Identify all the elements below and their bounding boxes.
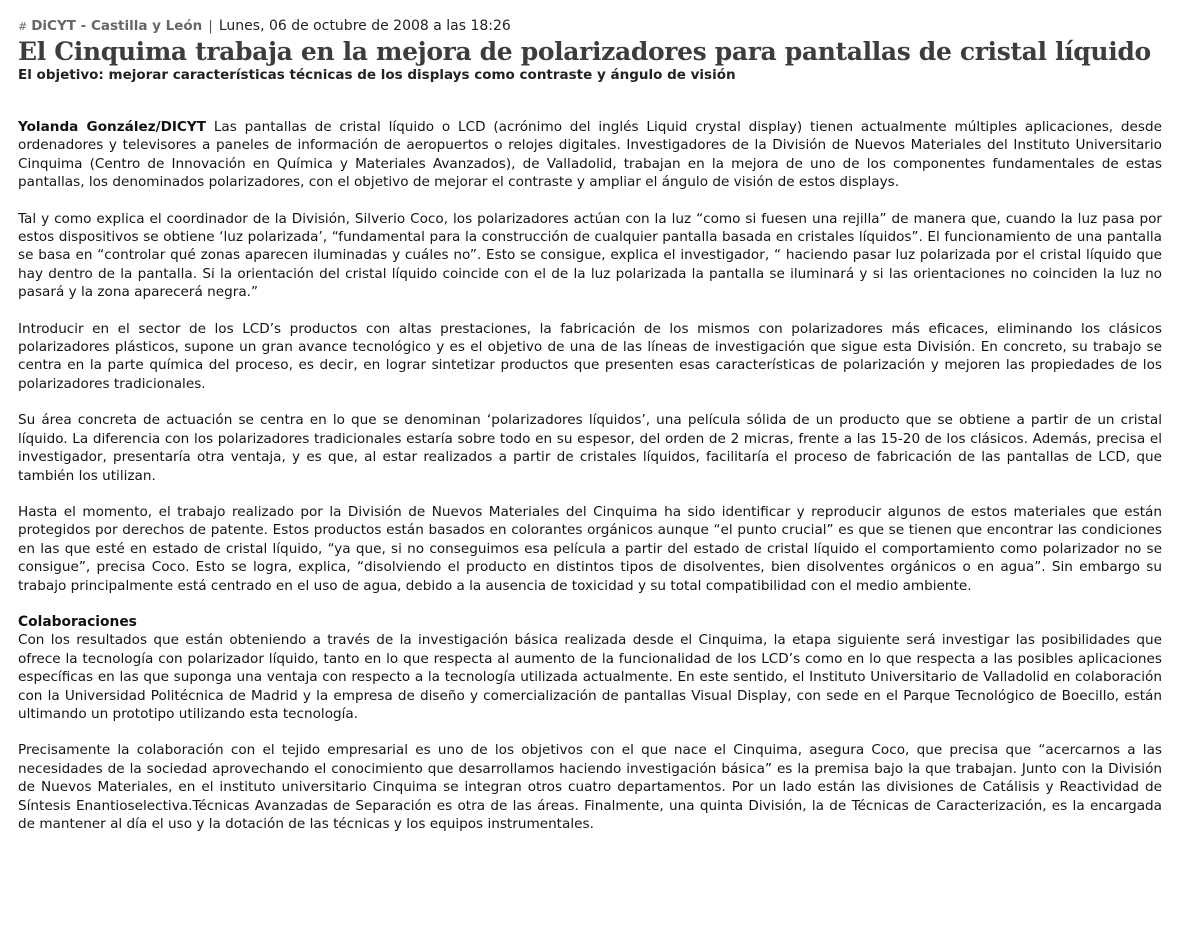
article-paragraph: Precisamente la colaboración con el tejido empresarial es uno de los objetivos con el que nace el Cinquima, asegura Coco, que precisa que “acercarnos a las necesidades de la sociedad aprovechando el conocimiento que desarrollamos haciendo investigación básica” es la premisa bajo la que trabajan. Junto con la División de Nuevos Materiales, en el instituto universitario Cinquima se integran otros cuatro departamentos. Por un lado están las divisiones de Catálisis y Reactividad de Síntesis Enantioselectiva.Técnicas Avanzadas de Separación es otra de las áreas. Finalmente, una quinta División, la de Técnicas de Caracterización, es la encargada de mantener al día el uso y la dotación de las técnicas y los equipos instrumentales. <box>18 742 1162 832</box>
article-meta <box>18 18 1162 35</box>
article-paragraph: Su área concreta de actuación se centra en lo que se denominan ‘polarizadores líquidos’, una película sólida de un producto que se obtiene a partir de un cristal líquido. La diferencia con los polarizadores tradicionales estaría sobre todo en su espesor, del orden de 2 micras, frente a las 15-20 de los clásicos. Además, precisa el investigador, presentaría otra ventaja, y es que, al estar realizados a partir de cristales líquidos, facilitaría el proceso de fabricación de las pantallas de LCD, que también los utilizan. <box>18 412 1162 484</box>
article-paragraph <box>18 118 1162 192</box>
news-source: DiCYT - Castilla y León <box>31 18 203 34</box>
article-paragraph: Con los resultados que están obteniendo a través de la investigación básica realizada desde el Cinquima, la etapa siguiente será investigar las posibilidades que ofrece la tecnología con polarizador líquido, tanto en lo que respecta al aumento de la funcionalidad de los LCD’s como en lo que respecta a las posibles aplicaciones específicas en las que suponga una ventaja con respecto a la tecnología utilizada actualmente. En este sentido, el Instituto Universitario de Valladolid en colaboración con la Universidad Politécnica de Madrid y la empresa de diseño y comercialización de pantallas Visual Display, con sede en el Parque Tecnológico de Boecillo, están ultimando un prototipo utilizando esta tecnología. <box>18 632 1162 722</box>
article-paragraph: Hasta el momento, el trabajo realizado por la División de Nuevos Materiales del Cinquima ha sido identificar y reproducir algunos de estos materiales que están protegidos por derechos de patente. Estos productos están basados en colorantes orgánicos aunque “el punto crucial” es que se tienen que encontrar las condiciones en las que esté en estado de cristal líquido, “ya que, si no conseguimos esa película a partir del estado de cristal líquido el comportamiento como polarizador no se consigue”, precisa Coco. Esto se logra, explica, “disolviendo el producto en distintos tipos de disolventes, bien disolventes orgánicos o en agua”. Sin embargo su trabajo principalmente está centrado en el uso de agua, debido a la ausencia de toxicidad y su total compatibilidad con el medio ambiente. <box>18 503 1162 594</box>
article-byline: Yolanda González/DICYT <box>18 119 207 135</box>
paragraph-text: Las pantallas de cristal líquido o LCD (acrónimo del inglés Liquid crystal display) tienen actualmente múltiples aplicaciones, desde ordenadores y televisores a paneles de información de aeropuertos o relojes digitales. Investigadores de la División de Nuevos Materiales del Instituto Universitario Cinquima (Centro de Innovación en Química y Materiales Avanzados), de Valladolid, trabajan en la mejora de uno de los componentes fundamentales de estas pantallas, los denominados polarizadores, con el objetivo de mejorar el contraste y ampliar el ángulo de visión de estos displays. <box>18 119 1162 191</box>
meta-separator: | <box>208 18 213 34</box>
collaborations-section <box>18 613 1162 833</box>
news-source-icon: # <box>18 20 28 33</box>
section-heading: Colaboraciones <box>18 613 137 630</box>
publication-date: Lunes, 06 de octubre de 2008 a las 18:26 <box>218 18 511 34</box>
article-title: El Cinquima trabaja en la mejora de polarizadores para pantallas de cristal líquido <box>18 37 1151 66</box>
article-body <box>18 118 1162 833</box>
article-paragraph: Introducir en el sector de los LCD’s productos con altas prestaciones, la fabricación de los mismos con polarizadores más eficaces, eliminando los clásicos polarizadores plásticos, supone un gran avance tecnológico y es el objetivo de una de las líneas de investigación que sigue esta División. En concreto, su trabajo se centra en la parte química del proceso, es decir, en lograr sintetizar productos que presenten esas características de polarización y mejoren las propiedades de los polarizadores tradicionales. <box>18 320 1162 392</box>
article-subtitle: El objetivo: mejorar características técnicas de los displays como contraste y ángulo de visión <box>18 67 736 83</box>
article-paragraph: Tal y como explica el coordinador de la División, Silverio Coco, los polarizadores actúan con la luz “como si fuesen una rejilla” de manera que, cuando la luz pasa por estos dispositivos se obtiene ‘luz polarizada’, “fundamental para la construcción de cualquier pantalla basada en cristales líquidos”. El funcionamiento de una pantalla se basa en “controlar qué zonas aparecen iluminadas y cuáles no”. Esto se consigue, explica el investigador, “ haciendo pasar luz polarizada por el cristal líquido que hay dentro de la pantalla. Si la orientación del cristal líquido coincide con el de la luz polarizada la pantalla se iluminará y si las orientaciones no coinciden la luz no pasará y la zona aparecerá negra.” <box>18 210 1162 301</box>
article-page <box>18 18 1162 851</box>
